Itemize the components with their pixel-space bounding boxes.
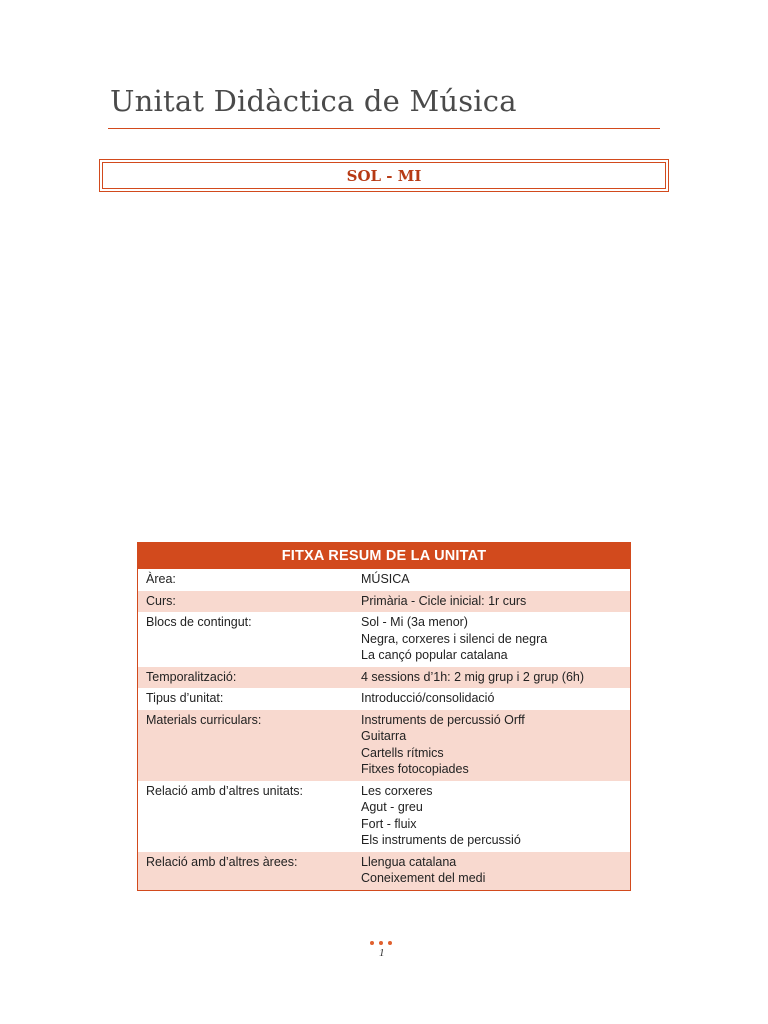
row-label: Temporalització:: [146, 669, 237, 684]
row-value: MÚSICA: [361, 572, 410, 586]
row-label: Curs:: [146, 593, 176, 608]
table-row: [138, 781, 630, 852]
row-value: Primària - Cicle inicial: 1r curs: [361, 593, 527, 608]
row-value: Negra, corxeres i silenci de negra: [361, 631, 548, 646]
table-row: [138, 852, 630, 890]
row-value: Fort - fluix: [361, 816, 417, 831]
row-value: Coneixement del medi: [361, 871, 486, 885]
row-value: Llengua catalana: [361, 854, 457, 869]
row-value: Fitxes fotocopiades: [361, 762, 469, 776]
row-values: [361, 669, 630, 686]
table-row: [138, 710, 630, 781]
summary-table: [137, 542, 631, 891]
title-divider: [108, 128, 660, 129]
row-values: [361, 712, 630, 778]
row-value: Cartells rítmics: [361, 745, 444, 760]
document-title: Unitat Didàctica de Música: [110, 84, 517, 118]
footer-dots-icon: [370, 941, 392, 945]
row-values: [361, 571, 630, 588]
row-value: Introducció/consolidació: [361, 691, 495, 705]
row-value: Instruments de percussió Orff: [361, 712, 525, 727]
summary-rows: [138, 569, 630, 890]
row-label: Àrea:: [146, 572, 176, 586]
subtitle-box: [99, 159, 669, 192]
row-values: [361, 593, 630, 610]
row-value: Agut - greu: [361, 800, 423, 814]
row-value: Els instruments de percussió: [361, 833, 521, 847]
row-value: Sol - Mi (3a menor): [361, 615, 468, 629]
row-value: 4 sessions d’1h: 2 mig grup i 2 grup (6h): [361, 669, 585, 684]
row-label: Materials curriculars:: [146, 712, 262, 727]
summary-header: FITXA RESUM DE LA UNITAT: [138, 543, 630, 569]
table-row: [138, 591, 630, 613]
row-values: [361, 783, 630, 849]
row-value: La cançó popular catalana: [361, 648, 508, 662]
row-value: Les corxeres: [361, 783, 433, 798]
table-row: [138, 688, 630, 710]
row-values: [361, 690, 630, 707]
subtitle: SOL - MI: [102, 162, 666, 189]
row-label: Blocs de contingut:: [146, 615, 252, 629]
row-values: [361, 854, 630, 887]
row-value: Guitarra: [361, 729, 407, 743]
page-number: 1: [379, 947, 385, 959]
table-row: [138, 612, 630, 667]
table-row: [138, 667, 630, 689]
row-label: Relació amb d’altres unitats:: [146, 783, 304, 798]
row-values: [361, 614, 630, 664]
row-label: Tipus d’unitat:: [146, 691, 224, 705]
row-label: Relació amb d’altres àrees:: [146, 854, 298, 869]
table-row: [138, 569, 630, 591]
